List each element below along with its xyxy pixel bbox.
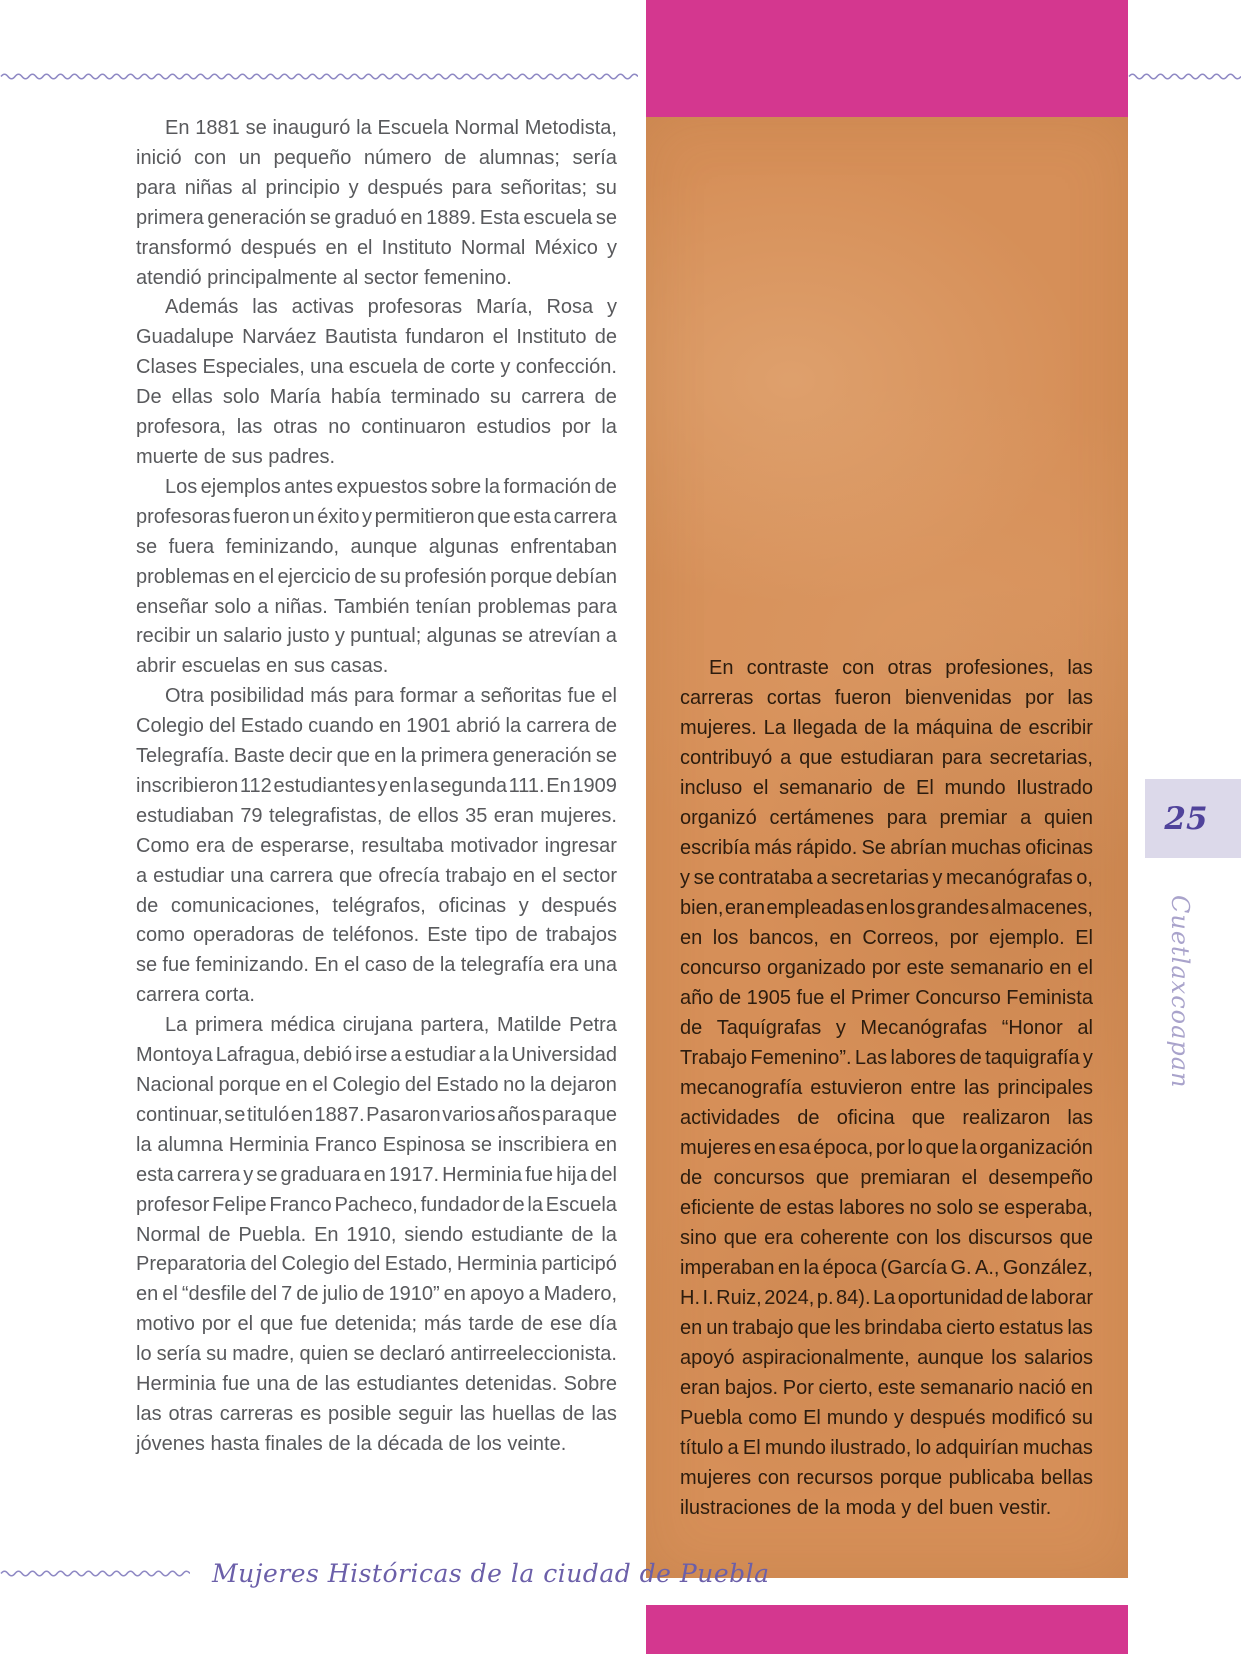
top-accent-band bbox=[646, 0, 1128, 117]
text-line: H. I. Ruiz, 2024, p. 84). La oportunidad de laborar bbox=[680, 1287, 1093, 1309]
text-line: año de 1905 fue el Primer Concurso Feminista bbox=[680, 987, 1093, 1009]
text-line: enseñar solo a niñas. También tenían problemas para bbox=[136, 595, 617, 618]
text-line: Trabajo Femenino”. Las labores de taquigrafía y bbox=[680, 1047, 1093, 1069]
bottom-accent-band bbox=[646, 1605, 1128, 1654]
text-line: de concursos que premiaran el desempeño bbox=[680, 1167, 1093, 1189]
text-line: primera generación se graduó en 1889. Esta escuela se bbox=[136, 206, 617, 229]
page-number: 25 bbox=[1164, 800, 1208, 837]
text-line: carreras cortas fueron bienvenidas por las bbox=[680, 687, 1093, 709]
text-line: se fuera feminizando, aunque algunas enfrentaban bbox=[136, 535, 617, 558]
text-line: Además las activas profesoras María, Rosa y bbox=[165, 296, 617, 319]
text-line: inició con un pequeño número de alumnas; sería bbox=[136, 146, 617, 169]
text-line: actividades de oficina que realizaron las bbox=[680, 1107, 1093, 1129]
top-right-wavy-rule bbox=[1128, 70, 1241, 83]
text-line: Nacional porque en el Colegio del Estado no la dejaron bbox=[136, 1074, 617, 1096]
text-line: profesora, las otras no continuaron estudios por la bbox=[136, 416, 617, 439]
text-line: jóvenes hasta finales de la década de los veinte. bbox=[136, 1432, 567, 1455]
text-line: inscribieron 112 estudiantes y en la segunda 111. En 1909 bbox=[136, 774, 617, 797]
text-line: Normal de Puebla. En 1910, siendo estudiante de la bbox=[136, 1223, 617, 1246]
left-text-column bbox=[136, 114, 617, 1460]
text-line: la alumna Herminia Franco Espinosa se inscribiera en bbox=[136, 1133, 617, 1156]
text-line: Telegrafía. Baste decir que en la primera generación se bbox=[136, 745, 617, 768]
text-line: sino que era coherente con los discursos que bbox=[680, 1227, 1093, 1249]
text-line: De ellas solo María había terminado su carrera de bbox=[136, 386, 617, 409]
text-line: muerte de sus padres. bbox=[136, 445, 335, 468]
text-line: problemas en el ejercicio de su profesión porque debían bbox=[136, 565, 617, 588]
text-line: concurso organizado por este semanario en el bbox=[680, 957, 1093, 979]
text-line: estudiaban 79 telegrafistas, de ellos 35 eran mujeres. bbox=[136, 804, 617, 827]
text-line: En contraste con otras profesiones, las bbox=[709, 657, 1093, 679]
text-line: las otras carreras es posible seguir las huellas de las bbox=[136, 1402, 617, 1425]
text-line: recibir un salario justo y puntual; algunas se atrevían a bbox=[136, 625, 617, 648]
right-text-column bbox=[680, 653, 1093, 1523]
text-line: de Taquígrafas y Mecanógrafas “Honor al bbox=[680, 1017, 1093, 1039]
text-line: atendió principalmente al sector femenino. bbox=[136, 266, 512, 289]
text-line: título a El mundo ilustrado, lo adquirían muchas bbox=[680, 1437, 1093, 1459]
text-line: bien, eran empleadas en los grandes almacenes, bbox=[680, 897, 1093, 919]
text-line: transformó después en el Instituto Normal México y bbox=[136, 236, 617, 259]
text-line: eran bajos. Por cierto, este semanario nació en bbox=[680, 1377, 1093, 1399]
text-line: motivo por el que fue detenida; más tarde de ese día bbox=[136, 1313, 617, 1336]
text-line: profesoras fueron un éxito y permitieron que esta carrera bbox=[136, 505, 617, 528]
text-line: y se contrataba a secretarias y mecanógrafas o, bbox=[680, 867, 1093, 889]
text-line: de comunicaciones, telégrafos, oficinas y después bbox=[136, 894, 617, 917]
text-line: Clases Especiales, una escuela de corte y confección. bbox=[136, 356, 617, 379]
text-line: lo sería su madre, quien se declaró antirreeleccionista. bbox=[136, 1343, 617, 1366]
text-line: contribuyó a que estudiaran para secretarias, bbox=[680, 747, 1093, 769]
text-line: mujeres. La llegada de la máquina de escribir bbox=[680, 717, 1093, 739]
text-line: La primera médica cirujana partera, Matilde Petra bbox=[165, 1014, 617, 1037]
text-line: Colegio del Estado cuando en 1901 abrió la carrera de bbox=[136, 715, 617, 738]
text-line: a estudiar una carrera que ofrecía trabajo en el sector bbox=[136, 864, 617, 887]
text-line: profesor Felipe Franco Pacheco, fundador de la Escuela bbox=[136, 1193, 617, 1216]
text-line: Como era de esperarse, resultaba motivador ingresar bbox=[136, 834, 617, 857]
text-line: escribía más rápido. Se abrían muchas oficinas bbox=[680, 837, 1093, 859]
text-line: esta carrera y se graduara en 1917. Herminia fue hija del bbox=[136, 1163, 617, 1186]
footer bbox=[0, 1552, 770, 1594]
text-line: eficiente de estas labores no solo se esperaba, bbox=[680, 1197, 1093, 1219]
text-line: Herminia fue una de las estudiantes detenidas. Sobre bbox=[136, 1373, 617, 1396]
text-line: en los bancos, en Correos, por ejemplo. El bbox=[680, 927, 1093, 949]
text-line: ilustraciones de la moda y del buen vestir. bbox=[680, 1497, 1052, 1519]
text-line: organizó certámenes para premiar a quien bbox=[680, 807, 1093, 829]
chapter-side-label: Cuetlaxcoapan bbox=[1166, 895, 1194, 1089]
text-line: como operadoras de teléfonos. Este tipo de trabajos bbox=[136, 924, 617, 947]
text-line: Los ejemplos antes expuestos sobre la formación de bbox=[165, 475, 617, 498]
page-number-tab bbox=[1145, 779, 1241, 858]
text-line: En 1881 se inauguró la Escuela Normal Metodista, bbox=[165, 117, 617, 139]
text-line: Montoya Lafragua, debió irse a estudiar a la Universidad bbox=[136, 1044, 617, 1067]
text-line: mujeres en esa época, por lo que la organización bbox=[680, 1137, 1093, 1159]
text-line: imperaban en la época (García G. A., González, bbox=[680, 1257, 1093, 1279]
text-line: Otra posibilidad más para formar a señoritas fue el bbox=[165, 685, 617, 708]
text-line: en un trabajo que les brindaba cierto estatus las bbox=[680, 1317, 1093, 1339]
text-line: Puebla como El mundo y después modificó su bbox=[680, 1407, 1093, 1429]
text-line: apoyó aspiracionalmente, aunque los salarios bbox=[680, 1347, 1093, 1369]
text-line: en el “desfile del 7 de julio de 1910” en apoyo a Madero, bbox=[136, 1283, 617, 1306]
text-line: abrir escuelas en sus casas. bbox=[136, 655, 389, 678]
text-line: Preparatoria del Colegio del Estado, Herminia participó bbox=[136, 1253, 617, 1276]
text-line: para niñas al principio y después para señoritas; su bbox=[136, 176, 617, 199]
text-line: mecanografía estuvieron entre las principales bbox=[680, 1077, 1093, 1099]
footer-book-title: Mujeres Históricas de la ciudad de Puebla bbox=[212, 1558, 770, 1588]
text-line: se fue feminizando. En el caso de la telegrafía era una bbox=[136, 954, 617, 977]
text-line: mujeres con recursos porque publicaba bellas bbox=[680, 1467, 1093, 1489]
text-line: carrera corta. bbox=[136, 984, 255, 1007]
footer-wavy-rule bbox=[0, 1567, 190, 1580]
text-line: incluso el semanario de El mundo Ilustrado bbox=[680, 777, 1093, 799]
text-line: Guadalupe Narváez Bautista fundaron el Instituto de bbox=[136, 326, 617, 349]
text-line: continuar, se tituló en 1887. Pasaron varios años para que bbox=[136, 1103, 617, 1126]
top-left-wavy-rule bbox=[0, 70, 638, 83]
